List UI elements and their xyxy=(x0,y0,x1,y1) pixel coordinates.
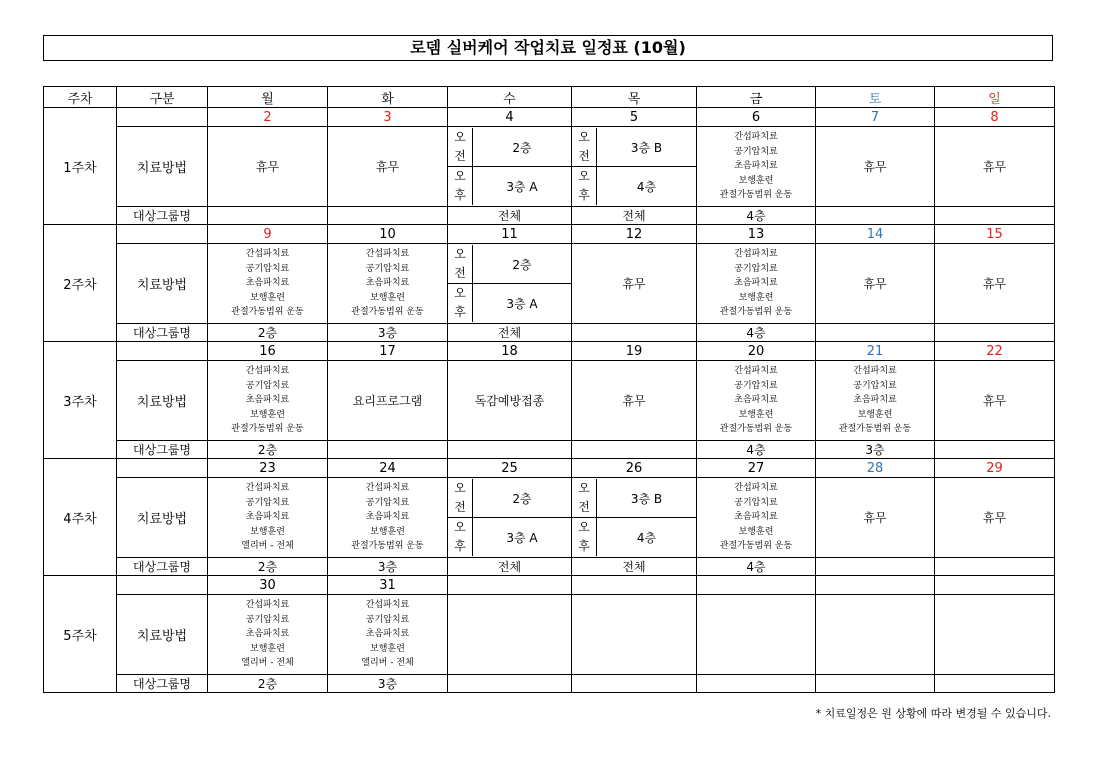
split-cell xyxy=(448,244,572,324)
split-cell xyxy=(448,127,572,207)
week5-method-row xyxy=(44,595,1055,675)
pm-group: 3층 A xyxy=(506,179,538,194)
pm-label: 오 후 xyxy=(448,167,473,206)
rest-cell: 휴무 xyxy=(328,127,448,207)
date-cell: 6 xyxy=(697,108,816,127)
week4-date-row xyxy=(44,459,1055,478)
therapy-list: 간섭파치료 공기압치료 초음파치료 보행훈련 앨리버 - 전체 xyxy=(328,595,448,675)
rest-cell: 휴무 xyxy=(935,361,1055,441)
date-cell: 29 xyxy=(935,459,1055,478)
group-cell xyxy=(448,441,572,459)
date-cell: 21 xyxy=(816,342,935,361)
week2-date-row xyxy=(44,225,1055,244)
am-group: 3층 B xyxy=(597,479,697,518)
group-cell xyxy=(328,207,448,225)
group-cell: 전체 xyxy=(448,207,572,225)
week1-date-row xyxy=(44,108,1055,127)
therapy-list: 간섭파치료 공기압치료 초음파치료 보행훈련 관절가동범위 운동 xyxy=(208,361,328,441)
pm-group: 4층 xyxy=(636,179,657,194)
rest-cell: 휴무 xyxy=(816,127,935,207)
group-cell xyxy=(935,558,1055,576)
group-cell xyxy=(935,324,1055,342)
group-cell xyxy=(572,441,697,459)
date-cell: 31 xyxy=(328,576,448,595)
date-cell: 20 xyxy=(697,342,816,361)
rest-cell: 휴무 xyxy=(572,361,697,441)
week3-method-row xyxy=(44,361,1055,441)
week5-group-row xyxy=(44,675,1055,693)
am-group: 2층 xyxy=(473,128,572,167)
week4-label: 4주차 xyxy=(44,459,117,576)
date-cell: 8 xyxy=(935,108,1055,127)
date-cell: 2 xyxy=(208,108,328,127)
date-cell: 30 xyxy=(208,576,328,595)
pm-label: 오 후 xyxy=(572,167,597,206)
rest-cell: 휴무 xyxy=(935,127,1055,207)
rest-cell: 휴무 xyxy=(935,478,1055,558)
group-cell xyxy=(328,441,448,459)
cooking-program-cell: 요리프로그램 xyxy=(328,361,448,441)
pm-group: 4층 xyxy=(636,530,657,545)
rest-cell: 휴무 xyxy=(572,244,697,324)
am-label: 오 전 xyxy=(448,128,473,167)
group-label: 대상그룹명 xyxy=(117,675,208,693)
empty-cell xyxy=(935,595,1055,675)
group-cell xyxy=(816,207,935,225)
date-cell xyxy=(816,576,935,595)
date-cell xyxy=(448,576,572,595)
therapy-list: 간섭파치료 공기압치료 초음파치료 보행훈련 관절가동범위 운동 xyxy=(697,361,816,441)
date-cell xyxy=(935,576,1055,595)
week1-method-row xyxy=(44,127,1055,207)
header-sun: 일 xyxy=(935,87,1055,108)
rest-cell: 휴무 xyxy=(935,244,1055,324)
group-cell: 2층 xyxy=(208,324,328,342)
method-label: 치료방법 xyxy=(117,361,208,441)
group-cell: 전체 xyxy=(572,207,697,225)
date-cell: 23 xyxy=(208,459,328,478)
group-cell xyxy=(697,675,816,693)
group-cell xyxy=(935,207,1055,225)
date-cell: 14 xyxy=(816,225,935,244)
header-category: 구분 xyxy=(117,87,208,108)
date-cell: 25 xyxy=(448,459,572,478)
empty-cell xyxy=(816,595,935,675)
week5-date-row xyxy=(44,576,1055,595)
date-label-empty xyxy=(117,576,208,595)
group-label: 대상그룹명 xyxy=(117,324,208,342)
rest-cell: 휴무 xyxy=(816,478,935,558)
method-label: 치료방법 xyxy=(117,244,208,324)
therapy-list: 간섭파치료 공기압치료 초음파치료 보행훈련 관절가동범위 운동 xyxy=(697,127,816,207)
header-tue: 화 xyxy=(328,87,448,108)
pm-group: 3층 A xyxy=(506,530,538,545)
group-cell: 전체 xyxy=(448,558,572,576)
date-cell: 7 xyxy=(816,108,935,127)
am-label: 오 전 xyxy=(572,128,597,167)
am-group: 3층 B xyxy=(597,128,697,167)
group-cell: 3층 xyxy=(816,441,935,459)
date-cell: 28 xyxy=(816,459,935,478)
split-cell xyxy=(572,127,697,207)
split-cell xyxy=(572,478,697,558)
empty-cell xyxy=(448,595,572,675)
am-label: 오 전 xyxy=(448,245,473,284)
pm-label: 오 후 xyxy=(448,518,473,557)
date-cell: 12 xyxy=(572,225,697,244)
header-sat: 토 xyxy=(816,87,935,108)
week1-label: 1주차 xyxy=(44,108,117,225)
date-cell: 10 xyxy=(328,225,448,244)
group-cell: 4층 xyxy=(697,558,816,576)
date-cell: 17 xyxy=(328,342,448,361)
header-row xyxy=(44,87,1055,108)
footnote: * 치료일정은 원 상황에 따라 변경될 수 있습니다. xyxy=(815,707,1051,720)
group-cell: 2층 xyxy=(208,675,328,693)
am-label: 오 전 xyxy=(448,479,473,518)
date-cell: 15 xyxy=(935,225,1055,244)
therapy-list: 간섭파치료 공기압치료 초음파치료 보행훈련 관절가동범위 운동 xyxy=(697,478,816,558)
week2-label: 2주차 xyxy=(44,225,117,342)
pm-label: 오 후 xyxy=(448,284,473,323)
schedule-table xyxy=(43,86,1055,693)
pm-label: 오 후 xyxy=(572,518,597,557)
date-cell: 19 xyxy=(572,342,697,361)
date-label-empty xyxy=(117,342,208,361)
therapy-list: 간섭파치료 공기압치료 초음파치료 보행훈련 앨리버 - 전체 xyxy=(208,478,328,558)
date-cell: 5 xyxy=(572,108,697,127)
group-cell: 3층 xyxy=(328,558,448,576)
empty-cell xyxy=(697,595,816,675)
date-label-empty xyxy=(117,459,208,478)
group-cell xyxy=(935,441,1055,459)
week2-method-row xyxy=(44,244,1055,324)
week2-group-row xyxy=(44,324,1055,342)
date-cell: 11 xyxy=(448,225,572,244)
week4-group-row xyxy=(44,558,1055,576)
am-label: 오 전 xyxy=(572,479,597,518)
header-thu: 목 xyxy=(572,87,697,108)
group-cell: 전체 xyxy=(448,324,572,342)
group-cell xyxy=(816,675,935,693)
date-cell: 24 xyxy=(328,459,448,478)
group-label: 대상그룹명 xyxy=(117,207,208,225)
week1-group-row xyxy=(44,207,1055,225)
group-cell xyxy=(572,324,697,342)
date-label-empty xyxy=(117,108,208,127)
therapy-list: 간섭파치료 공기압치료 초음파치료 보행훈련 관절가동범위 운동 xyxy=(328,478,448,558)
pm-group: 3층 A xyxy=(506,296,538,311)
date-cell: 26 xyxy=(572,459,697,478)
header-wed: 수 xyxy=(448,87,572,108)
rest-cell: 휴무 xyxy=(816,244,935,324)
therapy-list: 간섭파치료 공기압치료 초음파치료 보행훈련 관절가동범위 운동 xyxy=(697,244,816,324)
week3-label: 3주차 xyxy=(44,342,117,459)
header-week: 주차 xyxy=(44,87,117,108)
am-group: 2층 xyxy=(473,479,572,518)
date-cell: 13 xyxy=(697,225,816,244)
empty-cell xyxy=(572,595,697,675)
group-cell: 2층 xyxy=(208,558,328,576)
header-fri: 금 xyxy=(697,87,816,108)
method-label: 치료방법 xyxy=(117,127,208,207)
date-cell: 27 xyxy=(697,459,816,478)
am-group: 2층 xyxy=(473,245,572,284)
page-title: 로뎀 실버케어 작업치료 일정표 (10월) xyxy=(43,35,1053,61)
group-cell: 4층 xyxy=(697,324,816,342)
header-mon: 월 xyxy=(208,87,328,108)
date-cell xyxy=(697,576,816,595)
group-cell: 2층 xyxy=(208,441,328,459)
group-cell xyxy=(572,675,697,693)
therapy-list: 간섭파치료 공기압치료 초음파치료 보행훈련 관절가동범위 운동 xyxy=(328,244,448,324)
date-cell: 16 xyxy=(208,342,328,361)
method-label: 치료방법 xyxy=(117,595,208,675)
therapy-list: 간섭파치료 공기압치료 초음파치료 보행훈련 앨리버 - 전체 xyxy=(208,595,328,675)
date-cell xyxy=(572,576,697,595)
group-label: 대상그룹명 xyxy=(117,441,208,459)
group-cell: 전체 xyxy=(572,558,697,576)
date-cell: 9 xyxy=(208,225,328,244)
group-cell xyxy=(816,324,935,342)
group-cell xyxy=(208,207,328,225)
week4-method-row xyxy=(44,478,1055,558)
group-cell xyxy=(935,675,1055,693)
week3-date-row xyxy=(44,342,1055,361)
week3-group-row xyxy=(44,441,1055,459)
group-cell: 4층 xyxy=(697,207,816,225)
group-label: 대상그룹명 xyxy=(117,558,208,576)
week5-label: 5주차 xyxy=(44,576,117,693)
therapy-list: 간섭파치료 공기압치료 초음파치료 보행훈련 관절가동범위 운동 xyxy=(816,361,935,441)
date-cell: 4 xyxy=(448,108,572,127)
group-cell: 3층 xyxy=(328,324,448,342)
group-cell: 4층 xyxy=(697,441,816,459)
group-cell xyxy=(816,558,935,576)
date-cell: 3 xyxy=(328,108,448,127)
rest-cell: 휴무 xyxy=(208,127,328,207)
group-cell: 3층 xyxy=(328,675,448,693)
split-cell xyxy=(448,478,572,558)
group-cell xyxy=(448,675,572,693)
date-cell: 18 xyxy=(448,342,572,361)
flu-vaccine-cell: 독감예방접종 xyxy=(448,361,572,441)
date-cell: 22 xyxy=(935,342,1055,361)
therapy-list: 간섭파치료 공기압치료 초음파치료 보행훈련 관절가동범위 운동 xyxy=(208,244,328,324)
method-label: 치료방법 xyxy=(117,478,208,558)
date-label-empty xyxy=(117,225,208,244)
